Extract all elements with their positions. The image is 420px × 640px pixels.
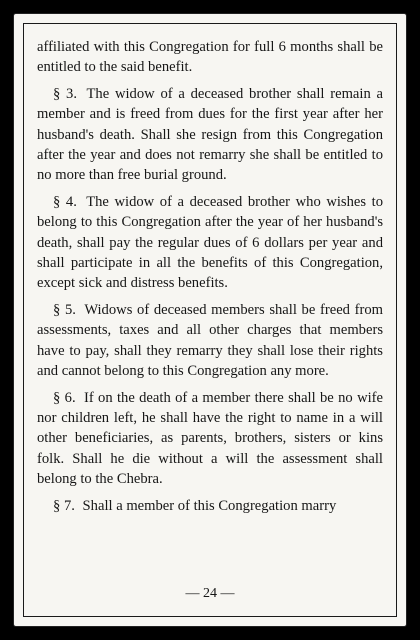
paragraph-section-5 (37, 300, 383, 382)
section-label: § 6. (53, 389, 76, 406)
paragraph-section-4 (37, 192, 383, 294)
paragraph-section-6 (37, 388, 383, 490)
paragraph-text: The widow of a deceased brother who wishes to belong to this Congregation after the year of her husband's death, shall pay the regular dues of 6 dollars per year and shall participate in all the benefits of this Congregation, except sick and distress benefits. (37, 193, 384, 292)
paragraph-continuation (37, 37, 383, 78)
page-number: — 24 — (185, 586, 235, 601)
paragraph-text: Shall a member of this Congregation marry (82, 497, 337, 514)
paragraph-section-7 (37, 496, 383, 516)
paragraph-section-3 (37, 84, 383, 186)
paragraph-text: Widows of deceased members shall be freed from assessments, taxes and all other charges that members have to pay, shall they remarry they shall lose their rights and cannot belong to this Congregation any more. (37, 301, 383, 380)
paragraph-text: If on the death of a member there shall be no wife nor children left, he shall have the right to name in a will other beneficiaries, as parents, brothers, sisters or kins folk. Shall he die without a will the assessment shall belong to the Chebra. (37, 389, 384, 488)
paragraph-text: The widow of a deceased brother shall remain a member and is freed from dues for the first year after her husband's death. Shall she resign from this Congregation after the year and does not remarry she shall be entitled to no more than free burial ground. (37, 85, 384, 184)
section-label: § 5. (53, 301, 76, 318)
section-label: § 3. (53, 85, 78, 102)
section-label: § 4. (53, 193, 77, 210)
paragraph-text: affiliated with this Congregation for full 6 months shall be entitled to the said benefit. (37, 39, 383, 76)
document-page (14, 14, 406, 626)
page-border (23, 23, 397, 617)
section-label: § 7. (53, 497, 75, 514)
body-text (37, 37, 383, 522)
